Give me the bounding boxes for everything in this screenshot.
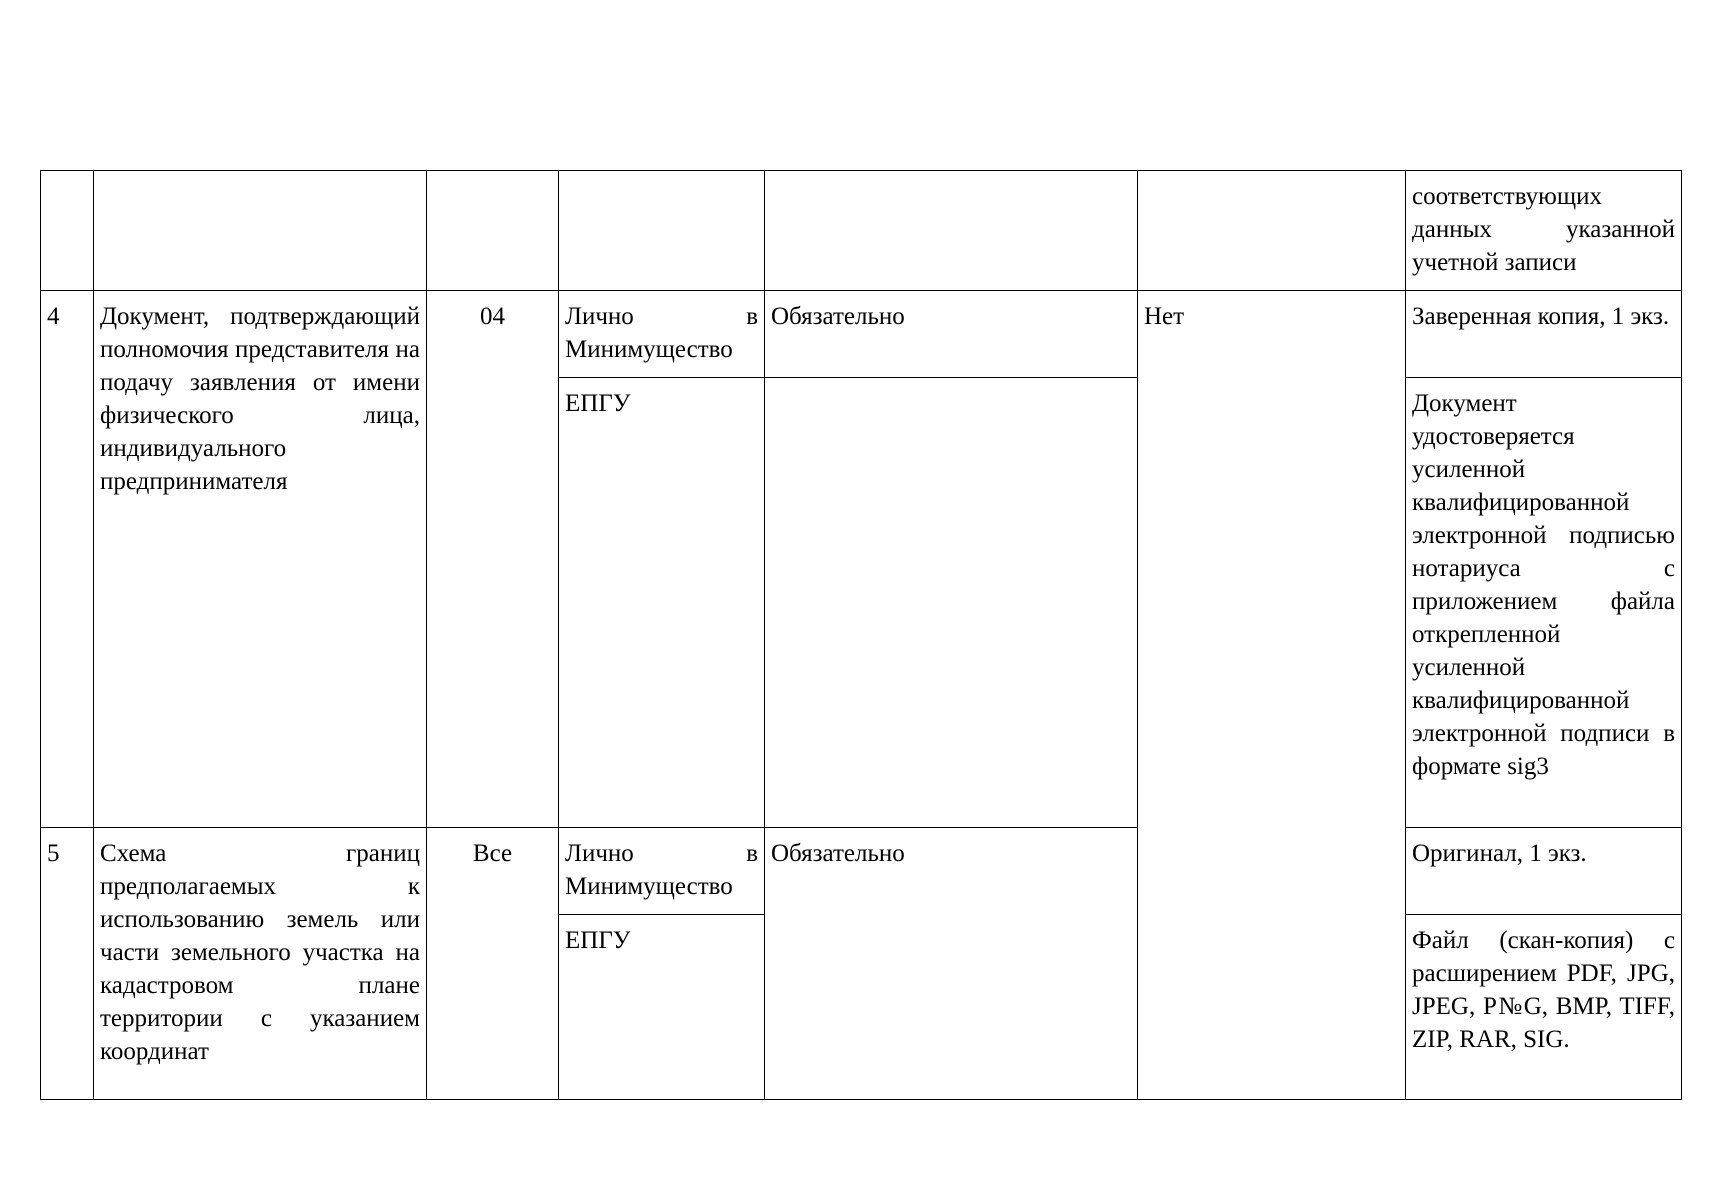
row-number: 5 (41, 828, 94, 1100)
cell-empty (94, 171, 427, 291)
cell-empty (765, 378, 1138, 828)
cell-empty (765, 171, 1138, 291)
document-code: Все (427, 828, 559, 1100)
form-text-cell: соответствующих данных указанной учетной записи (1406, 171, 1682, 291)
document-name: Схема границ предполагаемых к использованию земель или части земельного участка на кадастровом плане территории с указанием координат (94, 828, 427, 1100)
documents-table (40, 170, 1682, 1100)
document-name: Документ, подтверждающий полномочия представителя на подачу заявления от имени физического лица, индивидуального предпринимателя (94, 291, 427, 828)
cell-empty (1138, 171, 1406, 291)
document-form: Оригинал, 1 экз. (1406, 828, 1682, 915)
document-form: Файл (скан-копия) с расширением PDF, JPG, JPEG, P№G, BMP, TIFF, ZIP, RAR, SIG. (1406, 915, 1682, 1100)
cell-empty (559, 171, 765, 291)
provision-flag: Нет (1138, 291, 1406, 1100)
table-row (41, 291, 1682, 378)
submission-method: ЕПГУ (559, 378, 765, 828)
submission-method: ЕПГУ (559, 915, 765, 1100)
row-number: 4 (41, 291, 94, 828)
submission-method: Лично в Минимущество (559, 291, 765, 378)
document-form: Заверенная копия, 1 экз. (1406, 291, 1682, 378)
table-row-continuation (41, 171, 1682, 291)
submission-method: Лично в Минимущество (559, 828, 765, 915)
cell-empty (41, 171, 94, 291)
requirement: Обязательно (765, 291, 1138, 378)
requirement: Обязательно (765, 828, 1138, 1100)
document-code: 04 (427, 291, 559, 828)
table-row (41, 828, 1682, 915)
cell-empty (427, 171, 559, 291)
document-form: Документ удостоверяется усиленной квалифицированной электронной подписью нотариуса с приложением файла открепленной усиленной квалифицированной электронной подписи в формате sig3 (1406, 378, 1682, 828)
